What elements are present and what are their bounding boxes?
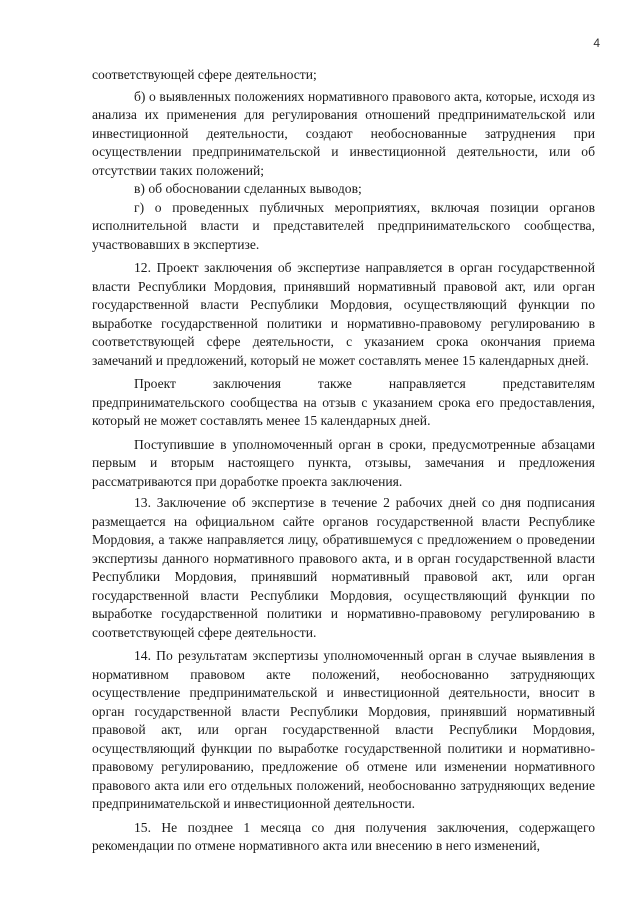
paragraph-item-g: г) о проведенных публичных мероприятиях, включая позиции органов исполнительной власти и представителей предпринимательского сообщества, участвовавших в экспертизе. bbox=[92, 199, 595, 252]
paragraph-item-v: в) об обосновании сделанных выводов; bbox=[134, 181, 362, 196]
paragraph-clause-13: 13. Заключение об экспертизе в течение 2 рабочих дней со дня подписания размещается на официальном сайте органов государственной власти Республике Мордовия, а также направляется лицу, обратившемуся с предложением о проведении экспертизы данного нормативного правового акта, и в орган государственной власти Республики Мордовия, принявший нормативный правовой акт, или орган государственной власти Республики Мордовия, осуществляющий функции по выработке государственной политики и нормативно-правовому регулированию в соответствующей сфере деятельности. bbox=[92, 495, 595, 640]
paragraph-clause-12-draft: Проект заключения также направляется представителям предпринимательского сообщества на отзыв с указанием срока его предоставления, который не может составлять менее 15 календарных дней. bbox=[92, 376, 595, 428]
paragraph-clause-14: 14. По результатам экспертизы уполномоченный орган в случае выявления в нормативном правовом акте положений, необоснованно затрудняющих осуществление предпринимательской и инвестиционной деятельности, вносит в орган государственной власти Республики Мордовия, принявший нормативный правовой акт, или орган государственной власти Республики Мордовия, осуществляющий функции по выработке государственной политики и нормативно-правовому регулированию, предложение об отмене или изменении нормативного правового акта или его отдельных положений, необоснованно затрудняющих ведение предпринимательской и инвестиционной деятельности. bbox=[92, 648, 595, 811]
paragraph-clause-12-feedback: Поступившие в уполномоченный орган в сроки, предусмотренные абзацами первым и вторым настоящего пункта, отзывы, замечания и предложения рассматриваются при доработке проекта заключения. bbox=[92, 436, 595, 489]
page-number: 4 bbox=[593, 36, 600, 50]
paragraph-clause-12: 12. Проект заключения об экспертизе направляется в орган государственной власти Республики Мордовия, принявший нормативный правовой акт, или орган государственной власти Республики Мордовия, осуществляющий функции по выработке государственной политики и нормативно-правовому регулированию в соответствующей сфере деятельности, с указанием срока окончания приема замечаний и предложений, который не может составлять менее 15 календарных дней. bbox=[92, 260, 595, 368]
paragraph-continuation: соответствующей сфере деятельности; bbox=[92, 67, 317, 82]
document-body bbox=[92, 66, 595, 856]
paragraph-item-b: б) о выявленных положениях нормативного правового акта, которые, исходя из анализа их применения для регулирования отношений предпринимательской или инвестиционной деятельности, создают необоснованные затруднения при осуществлении предпринимательской и инвестиционной деятельности, или об отсутствии таких положений; bbox=[92, 88, 595, 178]
paragraph-clause-15: 15. Не позднее 1 месяца со дня получения заключения, содержащего рекомендации по отмене нормативного акта или внесению в него изменений, bbox=[92, 819, 595, 853]
